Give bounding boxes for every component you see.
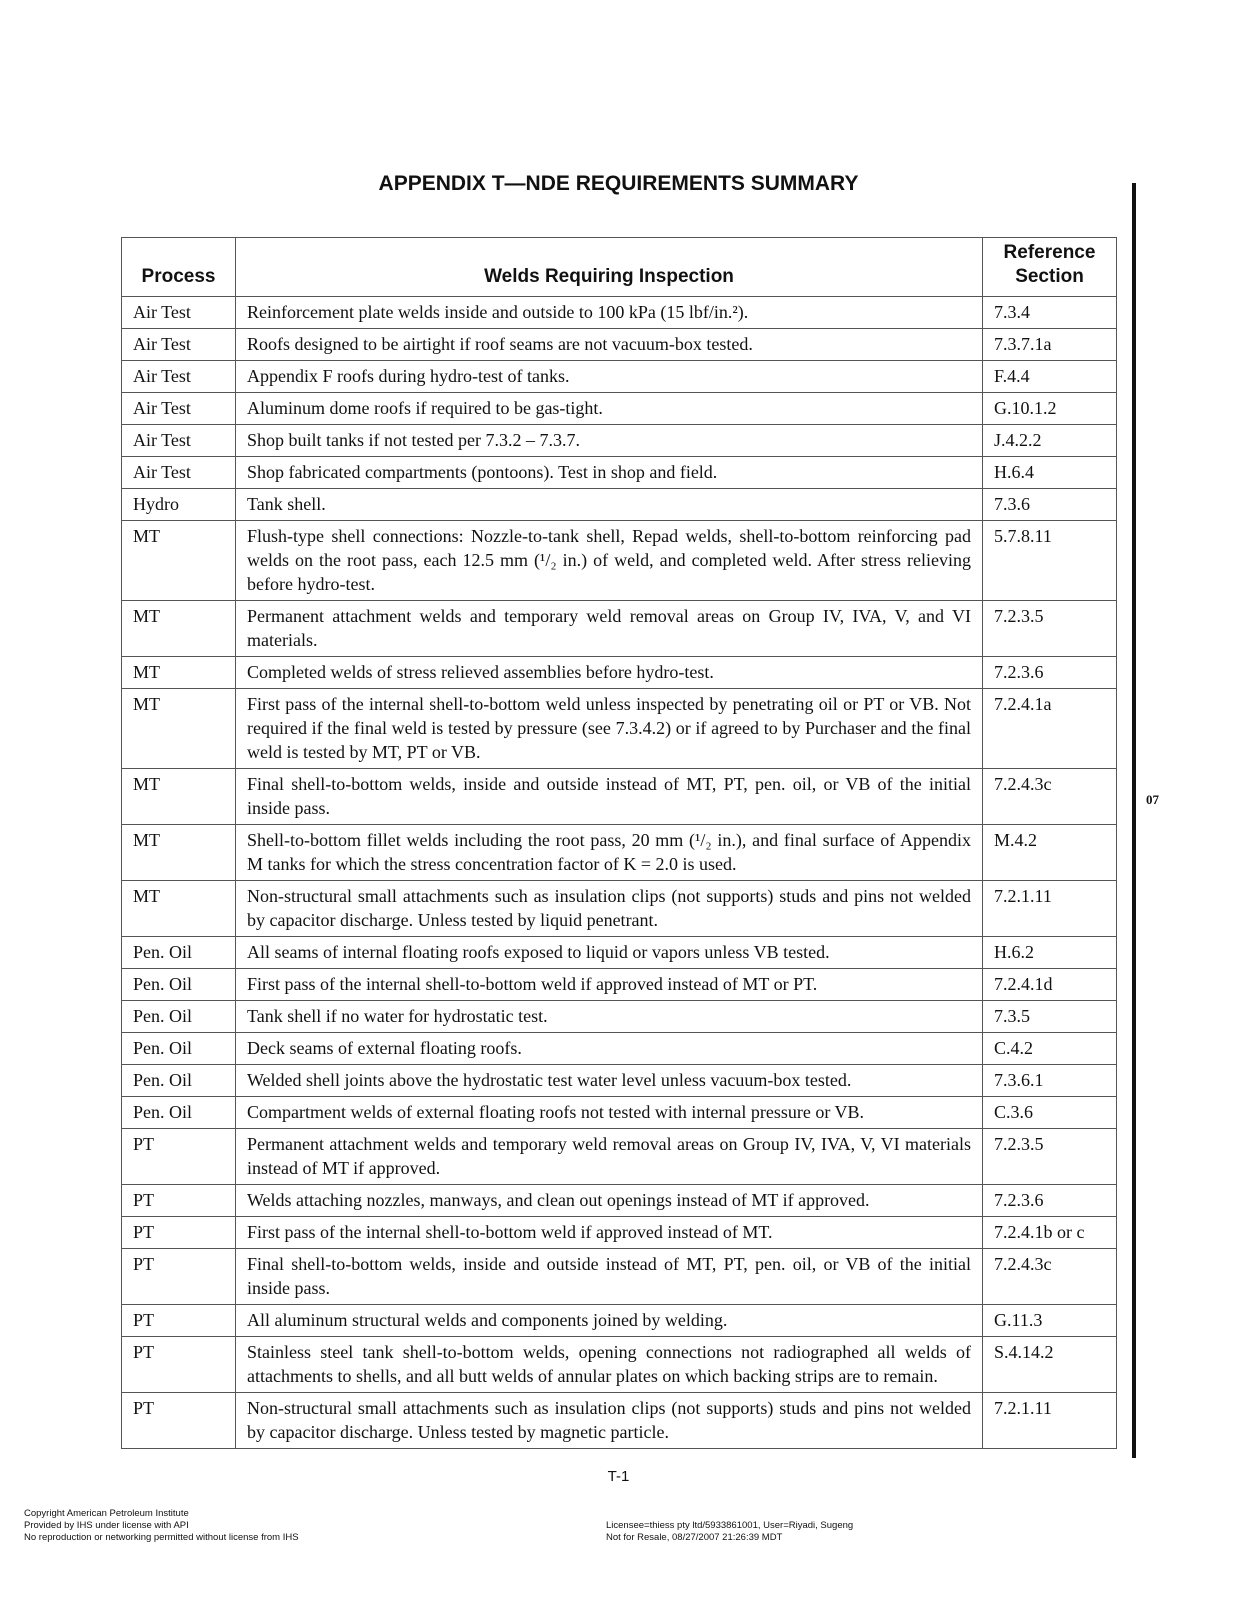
cell-welds: Aluminum dome roofs if required to be gas-tight. (236, 393, 983, 425)
table-row (122, 521, 1117, 601)
cell-process: Pen. Oil (122, 1033, 236, 1065)
cell-process: Pen. Oil (122, 1097, 236, 1129)
cell-process: Air Test (122, 393, 236, 425)
table-row (122, 1001, 1117, 1033)
cell-welds: All seams of internal floating roofs exposed to liquid or vapors unless VB tested. (236, 937, 983, 969)
cell-reference: 7.3.4 (983, 297, 1117, 329)
cell-reference: H.6.2 (983, 937, 1117, 969)
cell-reference: 7.3.6.1 (983, 1065, 1117, 1097)
cell-welds: Shop built tanks if not tested per 7.3.2 – 7.3.7. (236, 425, 983, 457)
table-row (122, 1249, 1117, 1305)
cell-welds: Deck seams of external floating roofs. (236, 1033, 983, 1065)
table-row (122, 1065, 1117, 1097)
cell-reference: 7.3.6 (983, 489, 1117, 521)
cell-welds: First pass of the internal shell-to-bottom weld unless inspected by penetrating oil or PT or VB. Not required if the final weld is tested by pressure (see 7.3.4.2) or if agreed to by Purchaser and the final weld is tested by MT, PT or VB. (236, 689, 983, 769)
cell-reference: 7.2.3.6 (983, 1185, 1117, 1217)
table-row (122, 657, 1117, 689)
cell-process: MT (122, 657, 236, 689)
table-row (122, 425, 1117, 457)
cell-reference: 7.2.4.1d (983, 969, 1117, 1001)
cell-process: PT (122, 1249, 236, 1305)
revision-marker: 07 (1146, 792, 1159, 807)
table-row (122, 1097, 1117, 1129)
cell-process: Pen. Oil (122, 969, 236, 1001)
table-row (122, 1217, 1117, 1249)
cell-reference: C.3.6 (983, 1097, 1117, 1129)
cell-welds: Final shell-to-bottom welds, inside and outside instead of MT, PT, pen. oil, or VB of the initial inside pass. (236, 769, 983, 825)
cell-process: Air Test (122, 457, 236, 489)
cell-process: Air Test (122, 297, 236, 329)
cell-welds: Reinforcement plate welds inside and outside to 100 kPa (15 lbf/in.²). (236, 297, 983, 329)
footer-right (606, 1520, 853, 1544)
cell-reference: 7.2.4.3c (983, 769, 1117, 825)
table-row (122, 1185, 1117, 1217)
footer-line: Copyright American Petroleum Institute (24, 1508, 189, 1519)
cell-process: Air Test (122, 329, 236, 361)
table-row (122, 393, 1117, 425)
cell-welds: Tank shell if no water for hydrostatic test. (236, 1001, 983, 1033)
cell-process: Pen. Oil (122, 1001, 236, 1033)
cell-reference: 7.2.3.5 (983, 601, 1117, 657)
footer-line: Licensee=thiess pty ltd/5933861001, User=Riyadi, Sugeng (606, 1520, 854, 1531)
cell-process: PT (122, 1393, 236, 1449)
cell-reference: G.11.3 (983, 1305, 1117, 1337)
page-number: T-1 (607, 1468, 630, 1485)
footer-line: Provided by IHS under license with API (24, 1520, 189, 1531)
cell-welds: Stainless steel tank shell-to-bottom welds, opening connections not radiographed all welds of attachments to shells, and all butt welds of annular plates on which backing strips are to remain. (236, 1337, 983, 1393)
cell-reference: 7.2.4.3c (983, 1249, 1117, 1305)
cell-reference: 7.2.4.1a (983, 689, 1117, 769)
cell-welds: Completed welds of stress relieved assemblies before hydro-test. (236, 657, 983, 689)
table-header-row (122, 238, 1117, 297)
cell-reference: H.6.4 (983, 457, 1117, 489)
table-row (122, 601, 1117, 657)
cell-welds: First pass of the internal shell-to-bottom weld if approved instead of MT. (236, 1217, 983, 1249)
cell-process: MT (122, 521, 236, 601)
cell-welds: Welded shell joints above the hydrostatic test water level unless vacuum-box tested. (236, 1065, 983, 1097)
header-reference: Reference Section (983, 238, 1117, 297)
cell-reference: F.4.4 (983, 361, 1117, 393)
table-row (122, 1129, 1117, 1185)
footer-line: No reproduction or networking permitted without license from IHS (24, 1532, 299, 1543)
table-row (122, 937, 1117, 969)
cell-process: MT (122, 689, 236, 769)
cell-welds: Welds attaching nozzles, manways, and clean out openings instead of MT if approved. (236, 1185, 983, 1217)
cell-reference: 7.2.3.6 (983, 657, 1117, 689)
cell-process: Pen. Oil (122, 1065, 236, 1097)
cell-process: MT (122, 881, 236, 937)
cell-reference: S.4.14.2 (983, 1337, 1117, 1393)
cell-reference: J.4.2.2 (983, 425, 1117, 457)
header-welds: Welds Requiring Inspection (236, 238, 983, 297)
cell-process: PT (122, 1185, 236, 1217)
cell-welds: Shell-to-bottom fillet welds including the root pass, 20 mm (¹/₂ in.), and final surface of Appendix M tanks for which the stress concentration factor of K = 2.0 is used. (236, 825, 983, 881)
table-row (122, 825, 1117, 881)
cell-reference: 7.2.3.5 (983, 1129, 1117, 1185)
cell-process: MT (122, 769, 236, 825)
cell-reference: C.4.2 (983, 1033, 1117, 1065)
table-row (122, 329, 1117, 361)
cell-welds: Appendix F roofs during hydro-test of tanks. (236, 361, 983, 393)
cell-reference: G.10.1.2 (983, 393, 1117, 425)
cell-process: Air Test (122, 361, 236, 393)
table-row (122, 1393, 1117, 1449)
cell-reference: 5.7.8.11 (983, 521, 1117, 601)
cell-welds: Roofs designed to be airtight if roof seams are not vacuum-box tested. (236, 329, 983, 361)
table-row (122, 769, 1117, 825)
cell-reference: 7.2.1.11 (983, 881, 1117, 937)
table-row (122, 361, 1117, 393)
page-title: APPENDIX T—NDE REQUIREMENTS SUMMARY (378, 172, 859, 195)
revision-bar (1132, 183, 1136, 1458)
table-row (122, 689, 1117, 769)
cell-reference: M.4.2 (983, 825, 1117, 881)
header-process: Process (122, 238, 236, 297)
cell-process: PT (122, 1305, 236, 1337)
cell-welds: Permanent attachment welds and temporary weld removal areas on Group IV, IVA, V, and VI materials. (236, 601, 983, 657)
cell-process: Pen. Oil (122, 937, 236, 969)
cell-welds: All aluminum structural welds and components joined by welding. (236, 1305, 983, 1337)
cell-process: PT (122, 1337, 236, 1393)
table-row (122, 489, 1117, 521)
cell-welds: Permanent attachment welds and temporary weld removal areas on Group IV, IVA, V, VI materials instead of MT if approved. (236, 1129, 983, 1185)
nde-requirements-table (121, 237, 1117, 1449)
footer-left (24, 1508, 299, 1544)
table-row (122, 297, 1117, 329)
cell-process: MT (122, 601, 236, 657)
cell-process: Hydro (122, 489, 236, 521)
cell-process: Air Test (122, 425, 236, 457)
table-row (122, 457, 1117, 489)
cell-process: PT (122, 1217, 236, 1249)
table-row (122, 1305, 1117, 1337)
cell-reference: 7.3.7.1a (983, 329, 1117, 361)
footer-line: Not for Resale, 08/27/2007 21:26:39 MDT (606, 1532, 783, 1543)
cell-welds: Non-structural small attachments such as insulation clips (not supports) studs and pins not welded by capacitor discharge. Unless tested by magnetic particle. (236, 1393, 983, 1449)
cell-welds: First pass of the internal shell-to-bottom weld if approved instead of MT or PT. (236, 969, 983, 1001)
table-row (122, 881, 1117, 937)
cell-welds: Final shell-to-bottom welds, inside and outside instead of MT, PT, pen. oil, or VB of the initial inside pass. (236, 1249, 983, 1305)
table-row (122, 1337, 1117, 1393)
table-row (122, 969, 1117, 1001)
cell-welds: Non-structural small attachments such as insulation clips (not supports) studs and pins not welded by capacitor discharge. Unless tested by liquid penetrant. (236, 881, 983, 937)
table-row (122, 1033, 1117, 1065)
cell-process: PT (122, 1129, 236, 1185)
cell-reference: 7.2.1.11 (983, 1393, 1117, 1449)
cell-welds: Flush-type shell connections: Nozzle-to-tank shell, Repad welds, shell-to-bottom reinforcing pad welds on the root pass, each 12.5 mm (¹/₂ in.) of weld, and completed weld. After stress relieving before hydro-test. (236, 521, 983, 601)
cell-welds: Compartment welds of external floating roofs not tested with internal pressure or VB. (236, 1097, 983, 1129)
cell-welds: Tank shell. (236, 489, 983, 521)
cell-reference: 7.3.5 (983, 1001, 1117, 1033)
cell-reference: 7.2.4.1b or c (983, 1217, 1117, 1249)
cell-welds: Shop fabricated compartments (pontoons). Test in shop and field. (236, 457, 983, 489)
cell-process: MT (122, 825, 236, 881)
